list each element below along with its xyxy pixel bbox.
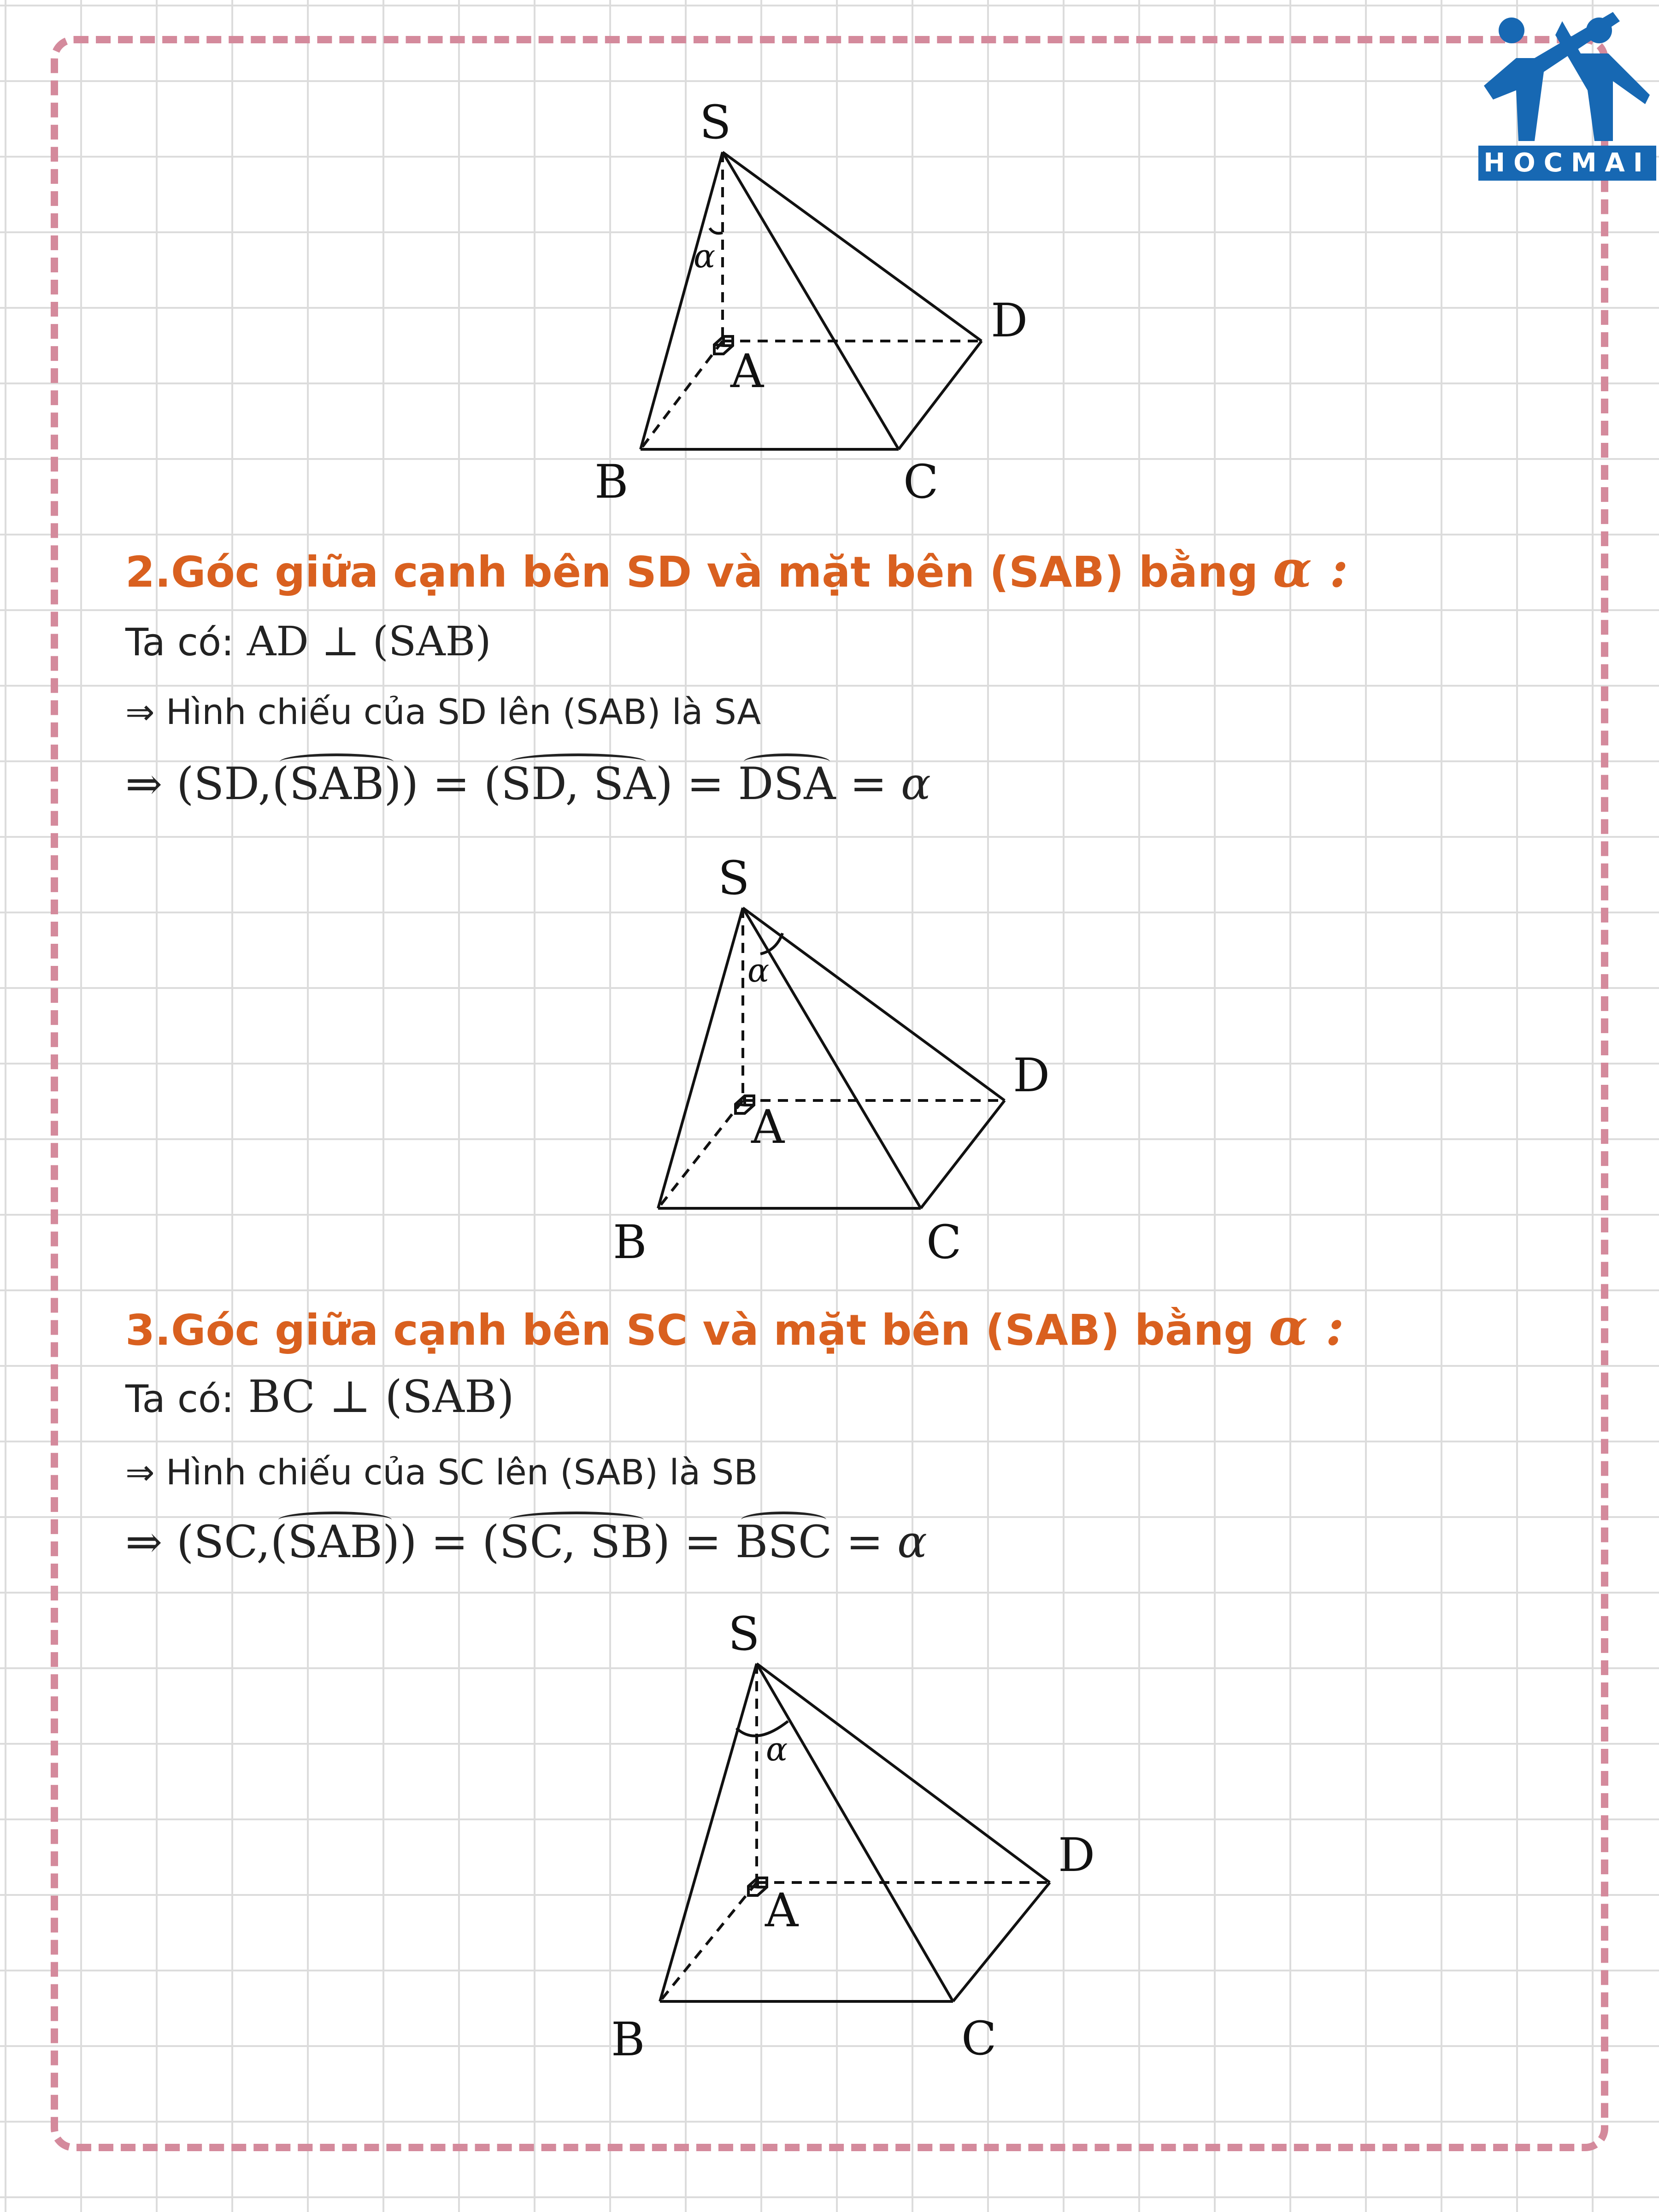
label-s: S	[718, 851, 750, 905]
label-d: D	[1013, 1048, 1050, 1102]
label-c: C	[926, 1215, 962, 1269]
label-b: B	[594, 455, 629, 509]
label-a: A	[730, 344, 764, 398]
section-3-heading: 3.Góc giữa cạnh bên SC và mặt bên (SAB) bằng α :	[125, 1297, 1344, 1357]
label-d: D	[1058, 1828, 1095, 1882]
pyramid-figure-3	[599, 1604, 1129, 2069]
label-alpha: α	[766, 1730, 788, 1768]
section-3-given: Ta có: BC ⊥ (SAB)	[125, 1371, 514, 1423]
label-c: C	[961, 2012, 997, 2065]
label-c: C	[903, 455, 939, 509]
label-b: B	[613, 1215, 647, 1269]
label-a: A	[751, 1100, 785, 1154]
hocmai-logo	[1475, 7, 1657, 182]
pyramid-figure-2	[599, 848, 1106, 1277]
logo-text: HOCMAI	[1478, 146, 1656, 181]
section-2-given: Ta có: AD ⊥ (SAB)	[125, 618, 491, 665]
logo-figures-icon	[1475, 7, 1657, 146]
section-3-equation: ⇒ (SC,(SAB)) = (SC, SB) = BSC = α	[125, 1516, 927, 1568]
section-2-heading: 2.Góc giữa cạnh bên SD và mặt bên (SAB) bằng α :	[125, 539, 1348, 599]
section-2-equation: ⇒ (SD,(SAB)) = (SD, SA) = DSA = α	[125, 758, 931, 810]
label-s: S	[700, 95, 731, 149]
label-a: A	[765, 1883, 799, 1937]
label-d: D	[991, 294, 1028, 347]
label-alpha: α	[747, 952, 770, 989]
pyramid-figure-1	[576, 92, 1083, 521]
section-3-projection: ⇒ Hình chiếu của SC lên (SAB) là SB	[125, 1452, 758, 1493]
label-s: S	[728, 1607, 760, 1661]
label-b: B	[611, 2012, 645, 2066]
section-2-projection: ⇒ Hình chiếu của SD lên (SAB) là SA	[125, 691, 761, 732]
label-alpha: α	[694, 237, 716, 275]
